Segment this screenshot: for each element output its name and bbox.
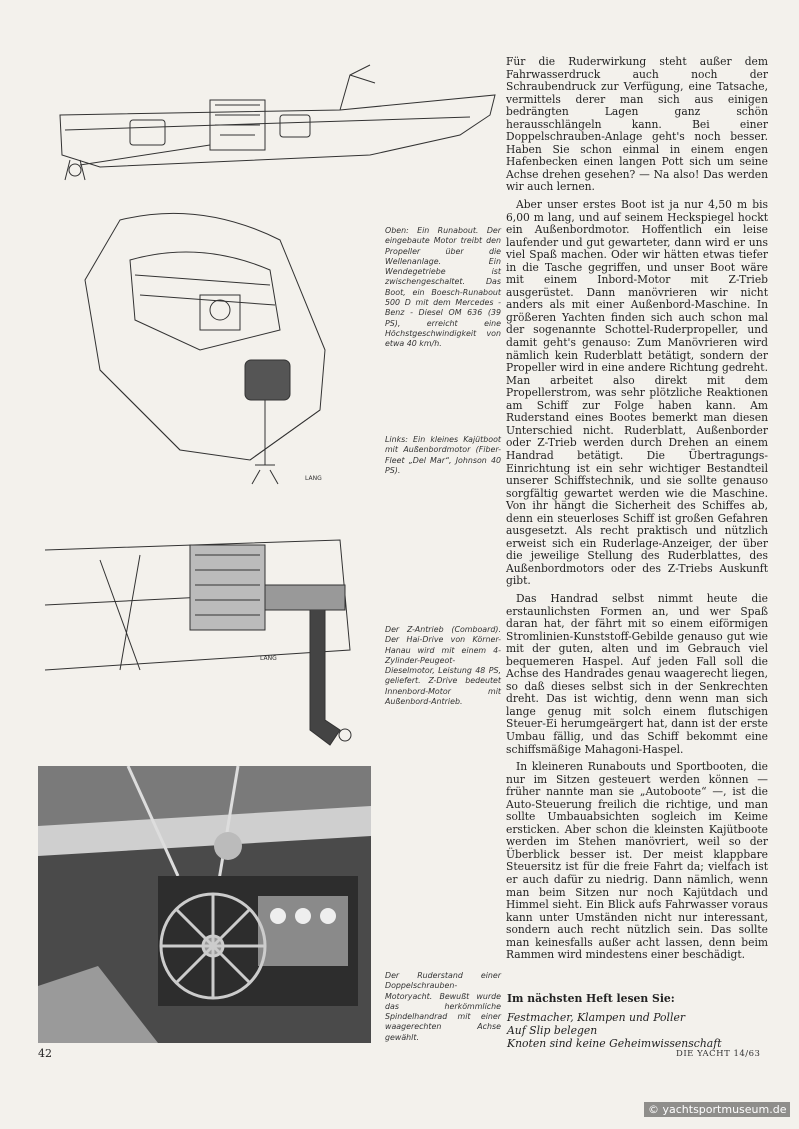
next-issue-item: Auf Slip belegen [507,1024,598,1037]
next-issue [507,992,769,1050]
next-issue-heading: Im nächsten Heft lesen Sie: [507,992,675,1005]
signature-lang: LANG [260,655,277,662]
runabout-drawing [40,55,505,190]
signature-lang: LANG [305,475,322,482]
paragraph: Aber unser erstes Boot ist ja nur 4,50 m bis 6,00 m lang, und auf seinem Heckspiegel hockt ein Außenbordmotor. Hoffentlich ein leise laufender und gut gewarteter, dann wird er uns viel Spaß machen. Oder wir hätten etwas tiefer in die Tasche gegriffen, und unser Boot wäre mit einem Inbord-Motor mit Z-Trieb ausgerüstet. Dann manövrieren wir nicht anders als mit einer Außenbord-Maschine. In größeren Yachten finden sich auch schon mal der sogenannte Schottel-Ruderpropeller, und damit geht's genauso: Zum Manövrieren wird nämlich kein Ruderblatt betätigt, sondern der Propeller wird in eine andere Richtung gedreht. Man arbeitet also direkt mit dem Propellerstrom, was sehr plötzliche Reaktionen am Schiff zur Folge haben kann. Am Ruderstand eines Bootes bemerkt man diesen Unterschied nicht. Ruderblatt, Außenborder oder Z-Trieb werden durch Drehen an einem Handrad betätigt. Die Übertragungs-Einrichtung ist ein sehr wichtiger Bestandteil unserer Schiffstechnik, und sie sollte genauso sorgfältig gewartet werden wie die Maschine. Von ihr hängt die Sicherheit des Schiffes ab, denn ein steuerloses Schiff ist großen Gefahren ausgesetzt. Als recht praktisch und nützlich erweist sich ein Ruderlage-Anzeiger, der über die jeweilige Stellung des Ruderblattes, des Außenbordmotors oder des Z-Triebs Auskunft gibt. [506,198,768,588]
kajuetboot-drawing [80,200,340,500]
caption-runabout: Oben: Ein Runabout. Der eingebaute Motor treibt den Propeller über die Wellenanlage. Ein Wendegetriebe ist zwischengeschaltet. Das Boot, ein Boesch-Runabout 500 D mit dem Mercedes - Benz - Diesel OM 636 (39 PS), erreicht eine Höchstgeschwindigkeit von etwa 40 km/h. [385,226,501,349]
caption-ruderstand: Der Ruderstand einer Doppelschrauben-Motoryacht. Bewußt wurde das herkömmliche Spindelhandrad mit einer waagerechten Achse gewählt. [385,971,501,1042]
caption-kajuetboot: Links: Ein kleines Kajütboot mit Außenbordmotor (Fiber-Fleet „Del Mar“, Johnson 40 PS). [385,435,501,475]
magazine-issue: DIE YACHT 14/63 [676,1049,761,1059]
paragraph: Für die Ruderwirkung steht außer dem Fahrwasserdruck auch noch der Schraubendruck zur Verfügung, eine Tatsache, vermittels derer man sich aus einigen bedrängten Lagen ganz schön herausschlängeln kann. Bei einer Doppelschrauben-Anlage geht's noch besser. Haben Sie schon einmal in einem engen Hafenbecken einen langen Pott sich um seine Achse drehen gesehen? — Na also! Das werden wir auch lernen. [506,55,768,194]
page-number: 42 [38,1047,52,1060]
watermark: © yachtsportmuseum.de [644,1102,790,1117]
paragraph: In kleineren Runabouts und Sportbooten, die nur im Sitzen gesteuert werden können — früher nannte man sie „Autoboote“ —, ist die Auto-Steuerung freilich die richtige, und man sollte Umbauabsichten sogleich im Keime ersticken. Aber schon die kleinsten Kajütboote werden im Stehen manövriert, weil so der Überblick besser ist. Der meist klappbare Steuersitz ist für die freie Fahrt da; vielfach ist er auch dafür zu niedrig. Dann nämlich, wenn man beim Sitzen nur noch Kajütdach und Himmel sieht. Ein Blick aufs Fahrwasser voraus kann unter Umständen nicht nur interessant, sondern auch recht nützlich sein. Das sollte man keinesfalls außer acht lassen, denn beim Rammen wird mindestens einer beschädigt. [506,760,768,962]
paragraph: Das Handrad selbst nimmt heute die erstaunlichsten Formen an, und wer Spaß daran hat, der fährt mit so einem eiförmigen Stromlinien-Kunststoff-Gebilde genauso gut wie mit der guten, alten und im Gebrauch viel bequemeren Haspel. Auf jeden Fall soll die Achse des Handrades genau waagerecht liegen, so daß dieses selbst sich in der Senkrechten dreht. Das ist wichtig, denn wenn man sich lange genug mit solch einem flutschigen Steuer-Ei herumgeärgert hat, dann ist der erste Umbau fällig, und das Schiff bekommt eine schiffsmäßige Mahagoni-Haspel. [506,591,768,756]
caption-z-antrieb: Der Z-Antrieb (Comboard). Der Hai-Drive von Körner-Hanau wird mit einem 4-Zylinder-Peugeot-Dieselmotor, Leistung 48 PS, geliefert. Z-Drive bedeutet Innenbord-Motor mit Außenbord-Antrieb. [385,625,501,707]
ruderstand-photo [38,766,371,1043]
z-antrieb-drawing [40,530,385,760]
article-body [506,56,768,967]
next-issue-item: Festmacher, Klampen und Poller [507,1011,685,1024]
next-issue-item: Knoten sind keine Geheimwissenschaft [507,1037,722,1050]
